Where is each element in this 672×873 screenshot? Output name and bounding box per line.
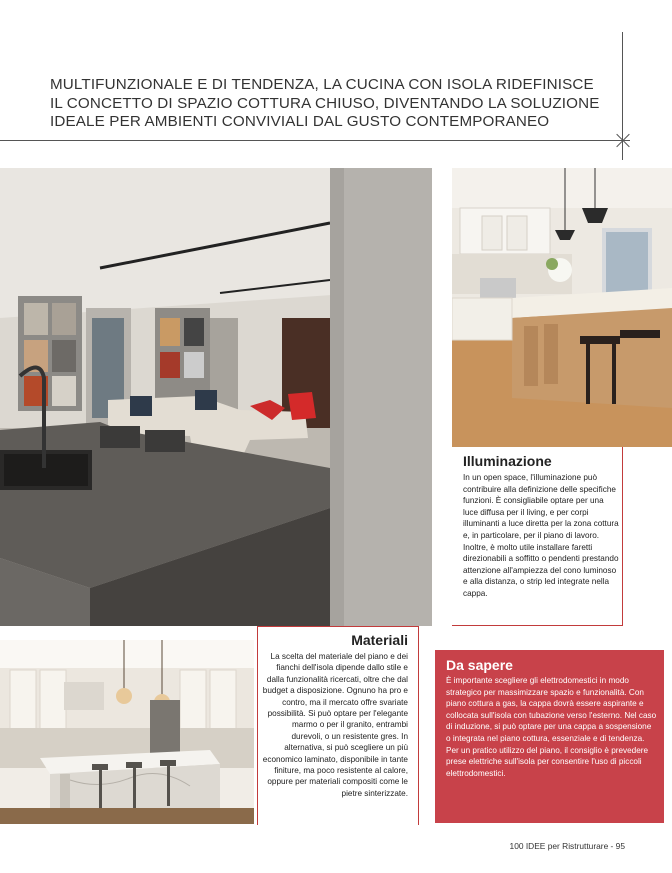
da-sapere-text: È importante scegliere gli elettrodomestici in modo strategico per massimizzare spazio e funzionalità. Con piano cottura a gas, la cappa dovrà essere aspirante e collocata sull'isola con tubazione verso l'esterno. Nel caso di induzione, si può optare per una cappa a sospensione o integrata nel piano cottura, essenziale e di tendenza. Per un pratico utilizzo del piano, il consiglio è prevedere prese elettriche sull'isola per consentire l'uso di piccoli elettrodomestici. [446,676,657,778]
da-sapere-title: Da sapere [446,657,513,673]
divider-line [0,140,630,141]
photo-open-space-kitchen [0,168,432,626]
materiali-title: Materiali [351,632,408,648]
photo-wood-island-kitchen [452,168,672,447]
page-footer: 100 IDEE per Ristrutturare - 95 [509,841,625,851]
illuminazione-text: In un open space, l'illuminazione può contribuire alla definizione delle specifiche funzioni. È consigliabile optare per una luce diffusa per il living, e per corpi illuminanti a luce diretta per la zona cottura e, in particolare, per il piano di lavoro. Inoltre, è molto utile installare faretti direzionabili a soffitto o pendenti prestando attenzione all'ampiezza del cono luminoso e alla distanza, o strip led integrate nella cappa. [463,473,619,598]
photo-marble-island-kitchen [0,640,254,824]
materiali-text: La scelta del materiale del piano e dei fianchi dell'isola dipende dallo stile e dalla funzionalità ricercati, oltre che dal budget a disposizione. Ognuno ha pro e contro, ma il mercato offre svariate possibilità. Si può optare per l'elegante marmo o per il granito, entrambi durevoli, o un resistente gres. In alternativa, si può scegliere un più economico laminato, disponibile in tante finiture, ma poco resistente al calore, oppure per materiali compositi come le pietre sinterizzate. [262,652,408,798]
illuminazione-title: Illuminazione [463,453,552,469]
headline: MULTIFUNZIONALE E DI TENDENZA, LA CUCINA CON ISOLA RIDEFINISCE IL CONCETTO DI SPAZIO COTTURA CHIUSO, DIVENTANDO LA SOLUZIONE IDEALE PER AMBIENTI CONVIVIALI DAL GUSTO CONTEMPORANEO [50,76,600,130]
